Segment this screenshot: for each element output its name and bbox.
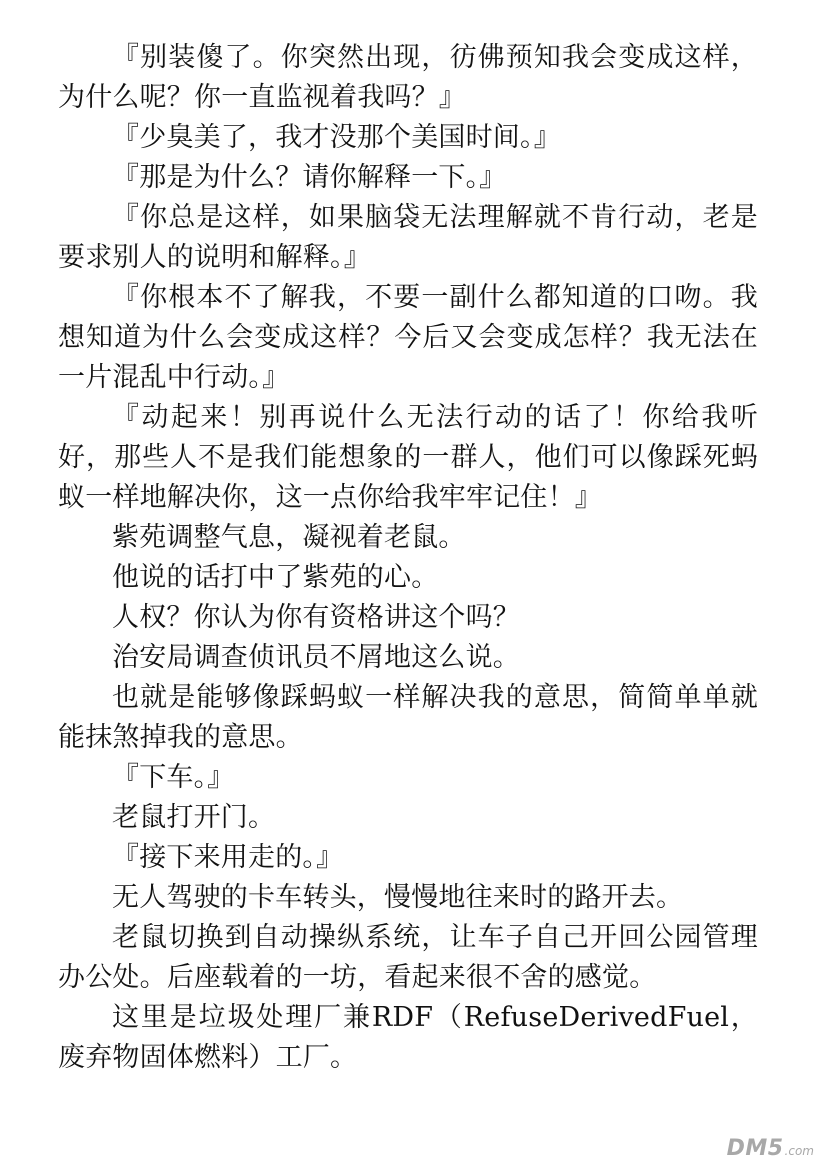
watermark-logo-text: DM5 [726, 1136, 784, 1161]
paragraph: 『你根本不了解我，不要一副什么都知道的口吻。我想知道为什么会变成这样？今后又会变成怎样？我无法在一片混乱中行动。』 [58, 282, 758, 393]
paragraph: 人权？你认为你有资格讲这个吗？ [112, 602, 520, 633]
paragraph: 『别装傻了。你突然出现，彷佛预知我会变成这样，为什么呢？你一直监视着我吗？』 [58, 42, 758, 113]
paragraph: 『动起来！别再说什么无法行动的话了！你给我听好，那些人不是我们能想象的一群人，他们可以像踩死蚂蚁一样地解决你，这一点你给我牢牢记住！』 [58, 402, 758, 513]
paragraph: 他说的话打中了紫苑的心。 [112, 562, 439, 593]
paragraph: 『接下来用走的。』 [112, 842, 344, 873]
paragraph: 治安局调查侦讯员不屑地这么说。 [112, 642, 520, 673]
body-text [58, 38, 758, 1078]
paragraph: 无人驾驶的卡车转头，慢慢地往来时的路开去。 [112, 882, 684, 913]
paragraph: 老鼠切换到自动操纵系统，让车子自己开回公园管理办公处。后座载着的一坊，看起来很不舍的感觉。 [58, 922, 758, 993]
paragraph: 老鼠打开门。 [112, 802, 276, 833]
paragraph: 『下车。』 [112, 762, 235, 793]
paragraph: 『你总是这样，如果脑袋无法理解就不肯行动，老是要求别人的说明和解释。』 [58, 202, 758, 273]
site-watermark [727, 1136, 814, 1161]
paragraph: 『少臭美了，我才没那个美国时间。』 [112, 122, 561, 153]
paragraph: 『那是为什么？请你解释一下。』 [112, 162, 507, 193]
paragraph: 也就是能够像踩蚂蚁一样解决我的意思，简简单单就能抹煞掉我的意思。 [58, 682, 758, 753]
paragraph: 紫苑调整气息，凝视着老鼠。 [112, 522, 466, 553]
watermark-domain-suffix: .com [784, 1144, 814, 1158]
paragraph: 这里是垃圾处理厂兼RDF（RefuseDerivedFuel，废弃物固体燃料）工厂。 [58, 1002, 758, 1073]
